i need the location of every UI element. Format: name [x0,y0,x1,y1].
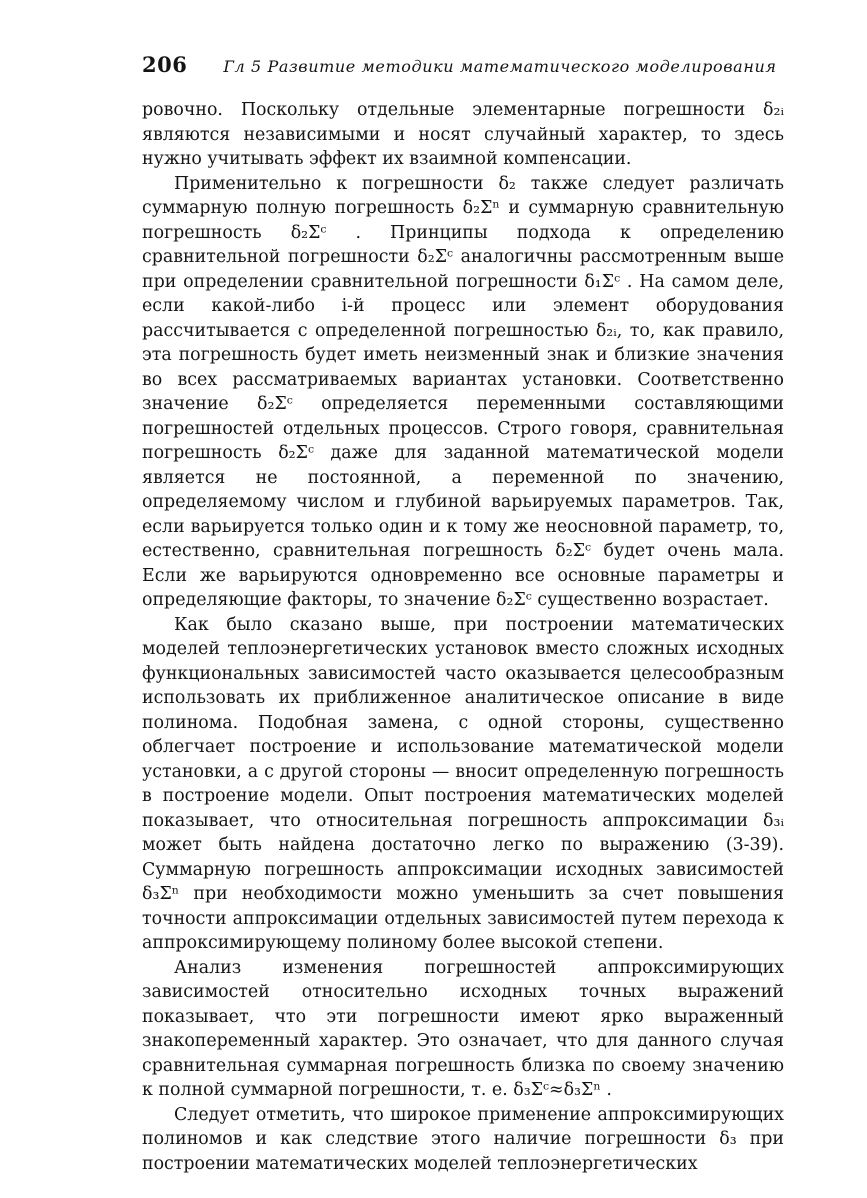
paragraph: Как было сказано выше, при построении математических моделей теплоэнергетических установок вместо сложных исходных функциональных зависимостей часто оказывается целесообразным использовать их приближенное аналитическое описание в виде полинома. Подобная замена, с одной стороны, существенно облегчает построение и использование математической модели установки, а с другой стороны — вносит определенную погрешность в построение модели. Опыт построения математических моделей показывает, что относительная погрешность аппроксимации δ₃ᵢ может быть найдена достаточно легко по выражению (3-39). Суммарную погрешность аппроксимации исходных зависимостей δ₃Σⁿ при необходимости можно уменьшить за счет повышения точности аппроксимации отдельных зависимостей путем перехода к аппроксимирующему полиному более высокой степени. [142,614,784,953]
book-page [142,52,784,1176]
page-number: 206 [142,52,188,77]
chapter-title: Гл 5 Развитие методики математического моделирования [223,57,777,76]
body-text [142,98,784,1176]
paragraph: Анализ изменения погрешностей аппроксимирующих зависимостей относительно исходных точных выражений показывает, что эти погрешности имеют ярко выраженный знакопеременный характер. Это означает, что для данного случая сравнительная суммарная погрешность близка по своему значению к полной суммарной погрешности, т. е. δ₃Σᶜ≈δ₃Σⁿ . [142,957,784,1100]
running-head [142,52,784,92]
paragraph: Следует отметить, что широкое применение аппроксимирующих полиномов и как следствие этого наличие погрешности δ₃ при построении математических моделей теплоэнергетических [142,1104,784,1174]
paragraph-continuation: ровочно. Поскольку отдельные элементарные погрешности δ₂ᵢ являются независимыми и носят случайный характер, то здесь нужно учитывать эффект их взаимной компенсации. [142,100,784,169]
paragraph: Применительно к погрешности δ₂ также следует различать суммарную полную погрешность δ₂Σⁿ и суммарную сравнительную погрешность δ₂Σᶜ . Принципы подхода к определению сравнительной погрешности δ₂Σᶜ аналогичны рассмотренным выше при определении сравнительной погрешности δ₁Σᶜ . На самом деле, если какой-либо i-й процесс или элемент оборудования рассчитывается с определенной погрешностью δ₂ᵢ, то, как правило, эта погрешность будет иметь неизменный знак и близкие значения во всех рассматриваемых вариантах установки. Соответственно значение δ₂Σᶜ определяется переменными составляющими погрешностей отдельных процессов. Строго говоря, сравнительная погрешность δ₂Σᶜ даже для заданной математической модели является не постоянной, а переменной по значению, определяемому числом и глубиной варьируемых параметров. Так, если варьируется только один и к тому же неосновной параметр, то, естественно, сравнительная погрешность δ₂Σᶜ будет очень мала. Если же варьируются одновременно все основные параметры и определяющие факторы, то значение δ₂Σᶜ существенно возрастает. [142,173,784,610]
